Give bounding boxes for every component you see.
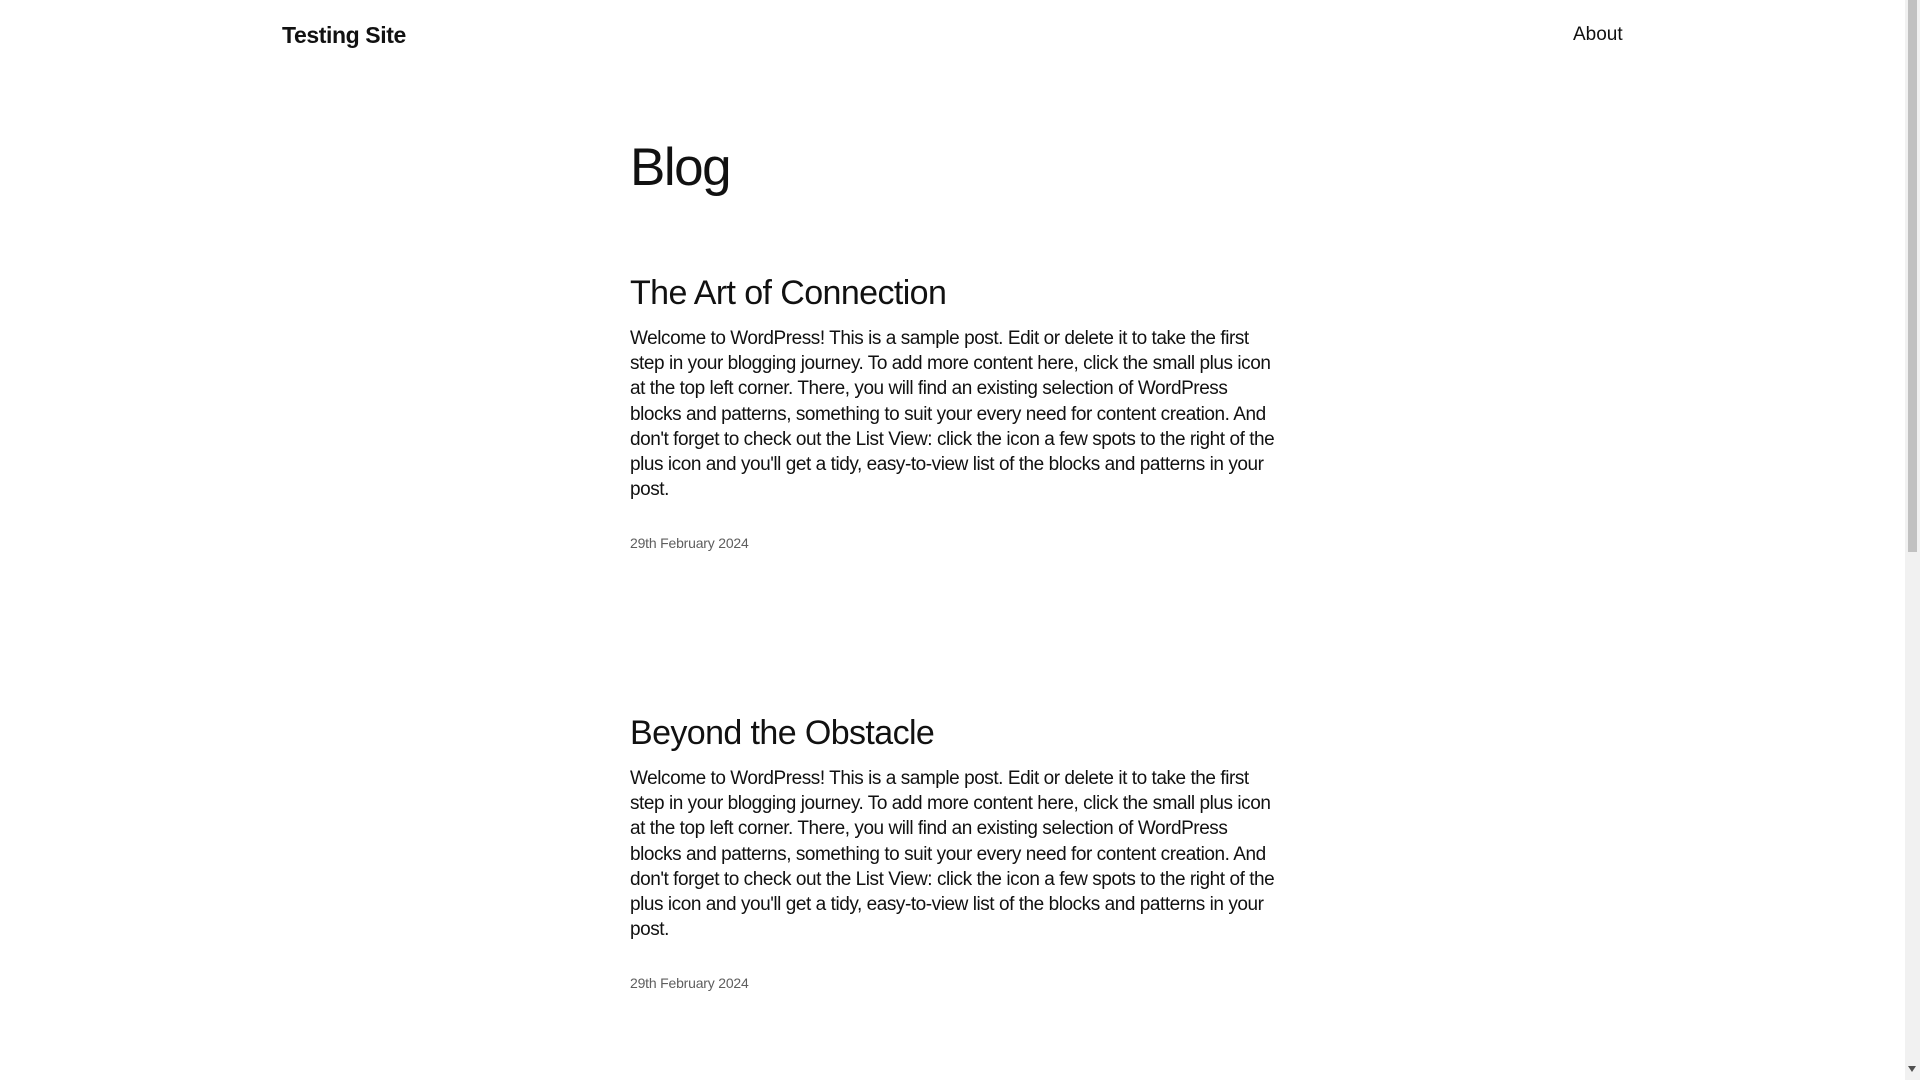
site-header [0,0,1905,70]
vertical-scrollbar[interactable] [1905,0,1920,1080]
page-title: Blog [630,138,731,197]
scrollbar-thumb[interactable] [1908,0,1917,552]
post-excerpt: Welcome to WordPress! This is a sample post. Edit or delete it to take the first step in your blogging journey. To add more content here, click the small plus icon at the top left corner. There, you will find an existing selection of WordPress blocks and patterns, something to suit your every need for content creation. And don't forget to check out the List View: click the icon a few spots to the right of the plus icon and you'll get a tidy, easy-to-view list of the blocks and patterns in your post. [630,328,1275,501]
post-date: 29th February 2024 [630,975,749,992]
post-date: 29th February 2024 [630,535,749,552]
post-title-link[interactable]: Beyond the Obstacle [630,714,935,752]
post-title-link[interactable]: The Art of Connection [630,274,947,312]
chevron-down-icon[interactable] [1908,1066,1916,1072]
main-content [630,130,1280,992]
site-title[interactable]: Testing Site [282,22,406,48]
post-item [630,270,1280,553]
post-excerpt: Welcome to WordPress! This is a sample post. Edit or delete it to take the first step in your blogging journey. To add more content here, click the small plus icon at the top left corner. There, you will find an existing selection of WordPress blocks and patterns, something to suit your every need for content creation. And don't forget to check out the List View: click the icon a few spots to the right of the plus icon and you'll get a tidy, easy-to-view list of the blocks and patterns in your post. [630,768,1275,941]
nav-link-about[interactable]: About [1573,24,1623,45]
post-item [630,710,1280,993]
